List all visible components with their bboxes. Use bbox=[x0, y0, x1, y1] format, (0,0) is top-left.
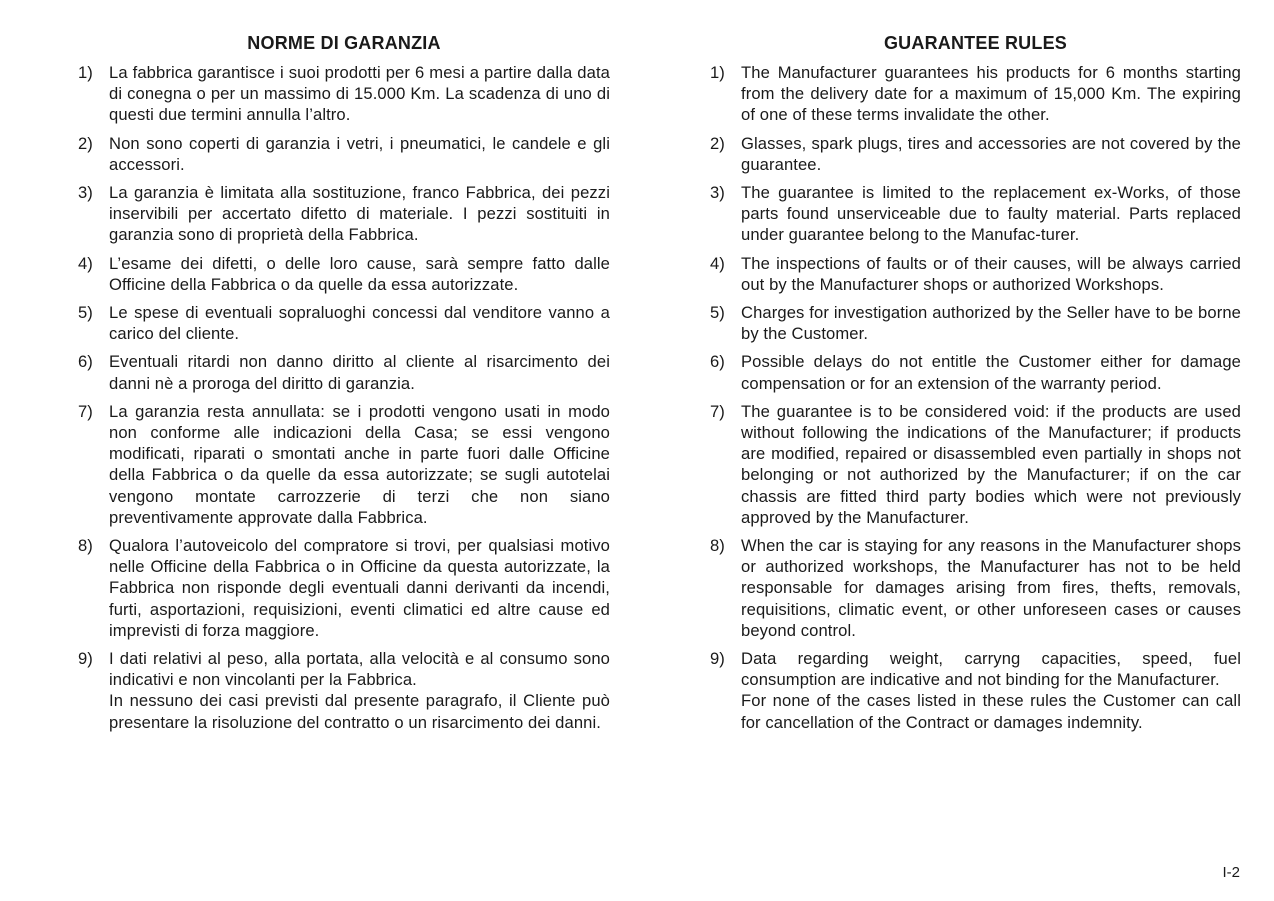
rule-item bbox=[78, 302, 610, 344]
rule-item bbox=[78, 133, 610, 175]
rule-text: In nessuno dei casi previsti dal presente paragrafo, il Cliente può presentare la risoluzione del contratto o un risarcimento dei danni. bbox=[109, 691, 610, 732]
rule-body bbox=[109, 535, 610, 641]
rule-number: 9) bbox=[710, 649, 725, 669]
rule-item bbox=[78, 182, 610, 246]
rule-item bbox=[78, 535, 610, 641]
rule-item bbox=[710, 535, 1241, 641]
rule-body bbox=[109, 648, 610, 733]
rule-text: The guarantee is limited to the replacement ex-Works, of those parts found unserviceable due to faulty material. Parts replaced under guarantee belong to the Manufac-turer. bbox=[741, 183, 1241, 245]
rule-text: La garanzia resta annullata: se i prodotti vengono usati in modo non conforme alle indicazioni della Casa; se essi vengono modificati, riparati o smontati anche in parte fuori dalle Officine della Fabbrica o da quelle da essa autorizzate; se sugli autotelai vengono montate carrozzerie di terzi che non siano preventivamente approvate dalla Fabbrica. bbox=[109, 401, 610, 527]
rule-number: 8) bbox=[78, 536, 93, 556]
rule-number: 7) bbox=[78, 401, 93, 421]
rule-text: Le spese di eventuali sopraluoghi concessi dal venditore vanno a carico del cliente. bbox=[109, 303, 610, 344]
rule-body bbox=[109, 302, 610, 344]
rule-number: 8) bbox=[710, 536, 725, 556]
rule-number: 6) bbox=[78, 352, 93, 372]
rule-number: 4) bbox=[710, 253, 725, 273]
rule-text: Data regarding weight, carryng capacities, speed, fuel consumption are indicative and not binding for the Manufacturer. bbox=[741, 649, 1241, 690]
rule-body bbox=[109, 62, 610, 126]
rule-item bbox=[710, 62, 1241, 126]
rule-text: Non sono coperti di garanzia i vetri, i pneumatici, le candele e gli accessori. bbox=[109, 133, 610, 174]
rule-text: The guarantee is to be considered void: if the products are used without following the indications of the Manufacturer; if products are modified, repaired or disassembled even partially in shops not belonging or not authorized by the Manufacturer; if on the car chassis are fitted third party bodies which were not previously approved by the Manufacturer. bbox=[741, 401, 1241, 527]
rule-item bbox=[710, 648, 1241, 733]
rule-item bbox=[710, 401, 1241, 528]
rule-text: Eventuali ritardi non danno diritto al cliente al risarcimento dei danni nè a proroga del diritto di garanzia. bbox=[109, 352, 610, 393]
rule-text: La fabbrica garantisce i suoi prodotti per 6 mesi a partire dalla data di conegna o per un massimo di 15.000 Km. La scadenza di uno di questi due termini annulla l’altro. bbox=[109, 63, 610, 125]
rule-body bbox=[109, 253, 610, 295]
english-rules-list bbox=[710, 62, 1241, 733]
rule-number: 5) bbox=[710, 303, 725, 323]
rule-body bbox=[741, 401, 1241, 528]
rule-text: L’esame dei difetti, o delle loro cause, sarà sempre fatto dalle Officine della Fabbrica o da quelle da essa autorizzate. bbox=[109, 253, 610, 294]
rule-body bbox=[741, 351, 1241, 393]
italian-rules-list bbox=[78, 62, 610, 733]
rule-item bbox=[710, 351, 1241, 393]
rule-number: 9) bbox=[78, 649, 93, 669]
rule-text: Glasses, spark plugs, tires and accessories are not covered by the guarantee. bbox=[741, 133, 1241, 174]
rule-item bbox=[710, 133, 1241, 175]
rule-body bbox=[109, 182, 610, 246]
rule-text: Possible delays do not entitle the Customer either for damage compensation or for an extension of the warranty period. bbox=[741, 352, 1241, 393]
english-title: GUARANTEE RULES bbox=[883, 33, 1067, 53]
rule-number: 1) bbox=[710, 63, 725, 82]
rule-text: Qualora l’autoveicolo del compratore si trovi, per qualsiasi motivo nelle Officine della Fabbrica o in Officine da questa autorizzate, la Fabbrica non risponde degli eventuali danni derivanti da incendi, furti, asportazioni, requisizioni, eventi climatici ed altre cause ed imprevisti di forza maggiore. bbox=[109, 536, 610, 640]
page-number: I-2 bbox=[1222, 864, 1240, 881]
rule-item bbox=[78, 401, 610, 528]
rule-text: Charges for investigation authorized by the Seller have to be borne by the Customer. bbox=[741, 303, 1241, 344]
rule-body bbox=[741, 302, 1241, 344]
rule-body bbox=[741, 182, 1241, 246]
rule-number: 4) bbox=[78, 253, 93, 273]
rule-item bbox=[710, 182, 1241, 246]
rule-text: The inspections of faults or of their causes, will be always carried out by the Manufacturer shops or authorized Workshops. bbox=[741, 253, 1241, 294]
rule-number: 7) bbox=[710, 401, 725, 421]
rule-body bbox=[741, 133, 1241, 175]
rule-body bbox=[741, 253, 1241, 295]
rule-number: 5) bbox=[78, 303, 93, 323]
rule-text: For none of the cases listed in these rules the Customer can call for cancellation of the Contract or damages indemnity. bbox=[741, 691, 1241, 732]
rule-text: The Manufacturer guarantees his products for 6 months starting from the delivery date for a maximum of 15,000 Km. The expiring of one of these terms invalidate the other. bbox=[741, 63, 1241, 125]
rule-number: 2) bbox=[710, 133, 725, 153]
rule-item bbox=[78, 62, 610, 126]
rule-text: La garanzia è limitata alla sostituzione, franco Fabbrica, dei pezzi inservibili per accertato difetto di materiale. I pezzi sostituiti in garanzia sono di proprietà della Fabbrica. bbox=[109, 183, 610, 245]
rule-number: 3) bbox=[710, 183, 725, 203]
italian-title: NORME DI GARANZIA bbox=[247, 33, 441, 53]
rule-body bbox=[109, 351, 610, 393]
italian-column bbox=[78, 30, 610, 740]
rule-text: I dati relativi al peso, alla portata, alla velocità e al consumo sono indicativi e non vincolanti per la Fabbrica. bbox=[109, 649, 610, 690]
english-column bbox=[710, 30, 1241, 740]
rule-item bbox=[710, 253, 1241, 295]
rule-body bbox=[109, 401, 610, 528]
rule-number: 2) bbox=[78, 133, 93, 153]
rule-body bbox=[109, 133, 610, 175]
rule-number: 6) bbox=[710, 352, 725, 372]
rule-text: When the car is staying for any reasons in the Manufacturer shops or authorized workshops, the Manufacturer has not to be held responsable for damages arising from fires, thefts, removals, requisitions, climatic event, or other unforeseen cases or causes beyond control. bbox=[741, 536, 1241, 640]
rule-body bbox=[741, 648, 1241, 733]
rule-item bbox=[78, 648, 610, 733]
rule-body bbox=[741, 62, 1241, 126]
rule-item bbox=[710, 302, 1241, 344]
rule-body bbox=[741, 535, 1241, 641]
rule-number: 3) bbox=[78, 183, 93, 203]
rule-item bbox=[78, 253, 610, 295]
rule-item bbox=[78, 351, 610, 393]
rule-number: 1) bbox=[78, 63, 93, 82]
